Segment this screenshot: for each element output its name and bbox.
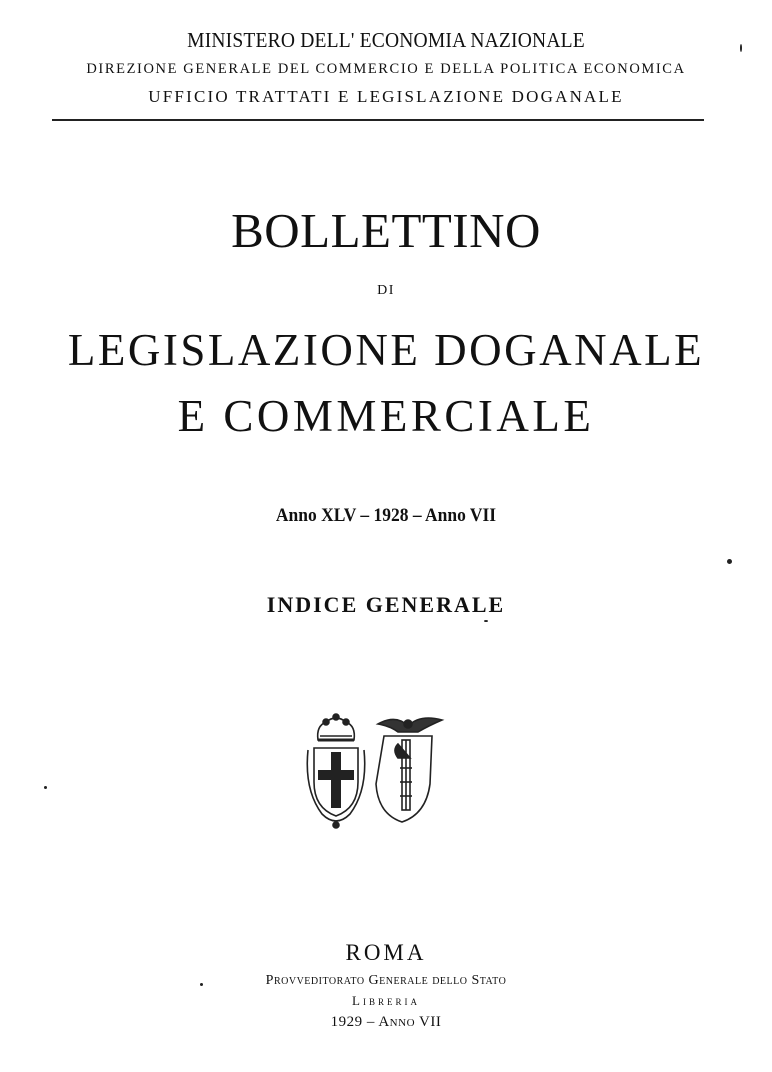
scan-speck xyxy=(740,44,742,52)
scan-speck xyxy=(200,983,203,986)
subtitle-line-2: E COMMERCIALE xyxy=(177,391,595,441)
imprint-libreria: Libreria xyxy=(352,993,420,1008)
directorate-heading: DIREZIONE GENERALE DEL COMMERCIO E DELLA POLITICA ECONOMICA xyxy=(86,61,686,77)
scan-speck xyxy=(727,559,732,564)
header-rule xyxy=(52,119,704,121)
ministry-heading: MINISTERO DELL' ECONOMIA NAZIONALE xyxy=(187,28,585,52)
imprint-year: 1929 – Anno VII xyxy=(330,1014,442,1030)
imprint-publisher: Provveditorato Generale dello Stato xyxy=(265,973,507,988)
subtitle-line-1: LEGISLAZIONE DOGANALE xyxy=(67,325,705,375)
scan-speck xyxy=(44,786,47,789)
imprint-city: ROMA xyxy=(345,940,427,965)
savoy-crowned-shield-icon xyxy=(307,714,364,828)
office-heading: UFFICIO TRATTATI E LEGISLAZIONE DOGANALE xyxy=(148,87,624,106)
section-heading: INDICE GENERALE xyxy=(266,592,506,617)
scan-speck xyxy=(484,620,488,622)
title-connector: DI xyxy=(377,283,395,298)
edition-line: Anno XLV – 1928 – Anno VII xyxy=(275,505,497,526)
bulletin-title: BOLLETTINO xyxy=(231,203,541,258)
fasces-eagle-shield-icon xyxy=(376,718,442,822)
coat-of-arms-emblems xyxy=(296,710,456,830)
